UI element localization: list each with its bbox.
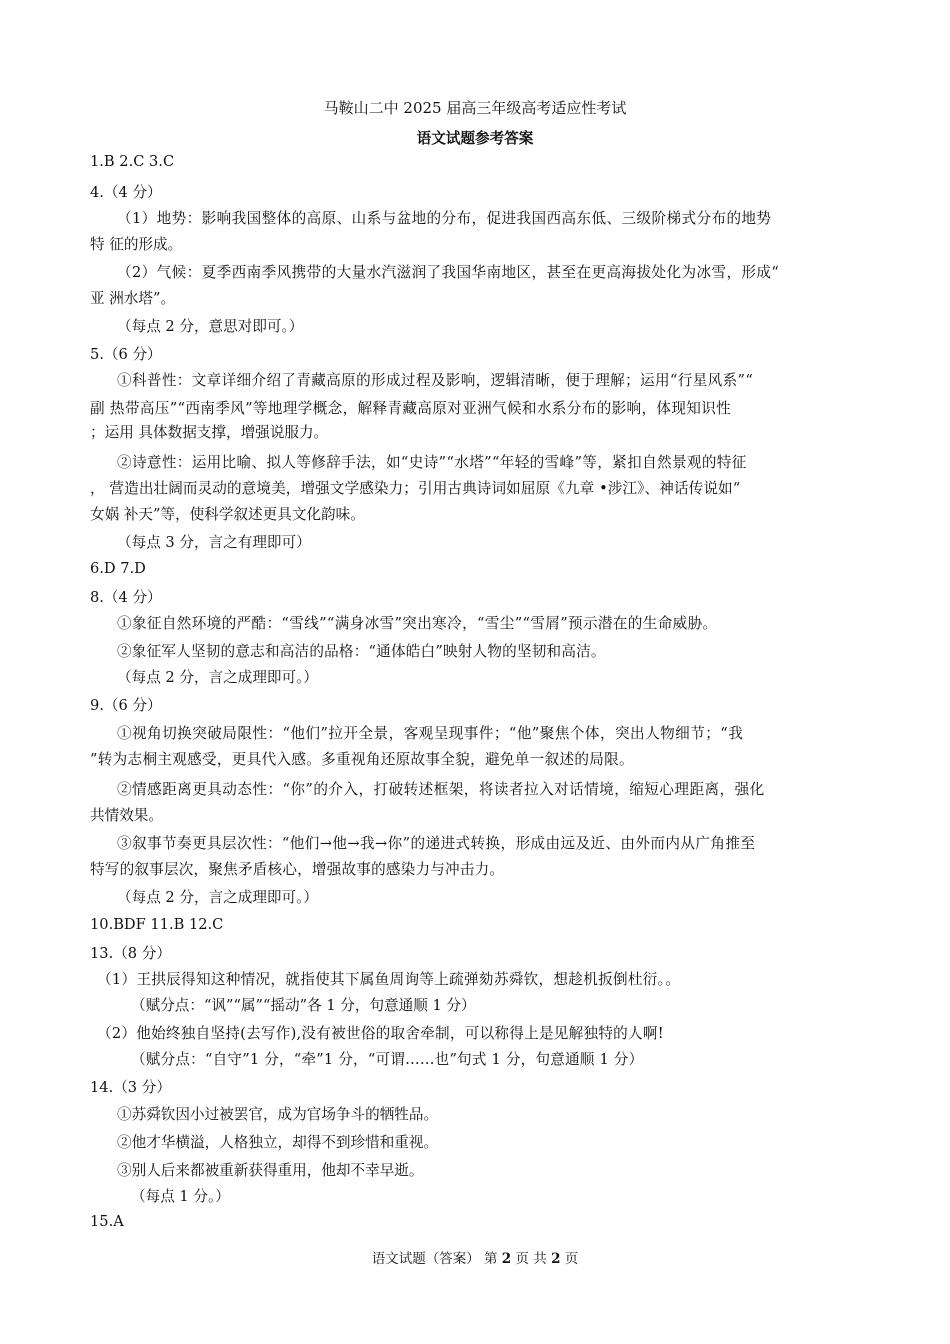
answer-line: （每点 2 分，言之成理即可。） <box>117 669 318 686</box>
answer-line: 5.（6 分） <box>90 346 162 363</box>
answer-line: 特 征的形成。 <box>90 236 183 253</box>
answer-line: 6.D 7.D <box>90 560 146 577</box>
page-title: 马鞍山二中 2025 届高三年级高考适应性考试 <box>323 99 627 117</box>
footer-prefix: 语文试题（答案） 第 <box>371 1251 498 1267</box>
answer-line: ②诗意性：运用比喻、拟人等修辞手法，如“史诗”“水塔”“年轻的雪峰”等，紧扣自然景观的特征 <box>117 454 747 471</box>
answer-line: ；运用 具体数据支撑，增强说服力。 <box>90 424 329 441</box>
answer-line: ①科普性：文章详细介绍了青藏高原的形成过程及影响，逻辑清晰，便于理解；运用“行星风系”“ <box>117 372 754 389</box>
answer-line: 9.（6 分） <box>90 697 162 714</box>
page-subtitle: 语文试题参考答案 <box>416 130 534 147</box>
answer-line: （2）气候：夏季西南季风携带的大量水汽滋润了我国华南地区，甚至在更高海拔处化为冰雪，形成“ <box>117 264 780 281</box>
answer-line: （赋分点：“自守”1 分，“牵”1 分，“可谓……也”句式 1 分，句意通顺 1 分） <box>131 1051 644 1068</box>
answer-line: ①象征自然环境的严酷：“雪线”“满身冰雪”突出寒冷，“雪尘”“雪屑”预示潜在的生命威胁。 <box>117 615 718 632</box>
footer-suffix: 页 <box>564 1251 579 1267</box>
answer-line: 共情效果。 <box>90 807 163 824</box>
answer-line: （1）王拱辰得知这种情况，就指使其下属鱼周询等上疏弹劾苏舜钦，想趁机扳倒杜衍。。 <box>97 971 681 988</box>
answer-line: ， 营造出壮阔而灵动的意境美，增强文学感染力；引用古典诗词如屈原《九章 •涉江》、神话传说如“ <box>90 480 741 497</box>
answer-line: 女娲 补天”等，使科学叙述更具文化韵味。 <box>90 506 365 523</box>
answer-line: 4.（4 分） <box>90 184 162 201</box>
answer-line: （每点 3 分，言之有理即可） <box>117 534 311 551</box>
answer-line: ②情感距离更具动态性：“你”的介入，打破转述框架，将读者拉入对话情境，缩短心理距离，强化 <box>117 781 765 798</box>
page-footer <box>0 1247 950 1267</box>
answer-line: （赋分点：“讽”“属”“摇动”各 1 分，句意通顺 1 分） <box>131 997 476 1014</box>
answer-line: ”转为志桐主观感受，更具代入感。多重视角还原故事全貌，避免单一叙述的局限。 <box>90 751 634 768</box>
answer-line: 13.（8 分） <box>90 945 171 962</box>
answer-line: ②象征军人坚韧的意志和高洁的品格：“通体皓白”映射人物的坚韧和高洁。 <box>117 643 606 660</box>
answer-line: （每点 1 分。） <box>131 1188 230 1205</box>
answer-line: ①视角切换突破局限性：“他们”拉开全景，客观呈现事件；“他”聚焦个体，突出人物细节；“我 <box>117 725 744 742</box>
answer-line: 15.A <box>90 1213 124 1230</box>
answer-line: ②他才华横溢，人格独立，却得不到珍惜和重视。 <box>117 1134 439 1151</box>
answer-line: （每点 2 分，言之成理即可。） <box>117 889 318 906</box>
answer-line: 8.（4 分） <box>90 589 162 606</box>
answer-line: ①苏舜钦因小过被罢官，成为官场争斗的牺牲品。 <box>117 1106 439 1123</box>
answer-line: 10.BDF 11.B 12.C <box>90 916 224 933</box>
footer-middle: 页 共 <box>515 1251 547 1267</box>
answer-line: ③叙事节奏更具层次性：“他们→他→我→你”的递进式转换，形成由远及近、由外而内从广角推至 <box>117 835 756 852</box>
answer-line: 副 热带高压”“西南季风”等地理学概念，解释青藏高原对亚洲气候和水系分布的影响，体现知识性 <box>90 400 732 417</box>
footer-page-number: 2 <box>501 1251 512 1267</box>
answer-line: 14.（3 分） <box>90 1079 171 1096</box>
answer-line: （2）他始终独自坚持(去写作),没有被世俗的取舍牵制，可以称得上是见解独特的人啊! <box>97 1025 664 1042</box>
answer-line: （1）地势：影响我国整体的高原、山系与盆地的分布，促进我国西高东低、三级阶梯式分布的地势 <box>117 210 772 227</box>
answer-line: 特写的叙事层次，聚焦矛盾核心，增强故事的感染力与冲击力。 <box>90 861 505 878</box>
answer-line: 亚 洲水塔”。 <box>90 290 176 307</box>
answer-line: ③别人后来都被重新获得重用，他却不幸早逝。 <box>117 1162 424 1179</box>
answer-line: 1.B 2.C 3.C <box>90 153 175 170</box>
footer-total-pages: 2 <box>551 1251 561 1267</box>
answer-line: （每点 2 分，意思对即可。） <box>117 318 304 335</box>
